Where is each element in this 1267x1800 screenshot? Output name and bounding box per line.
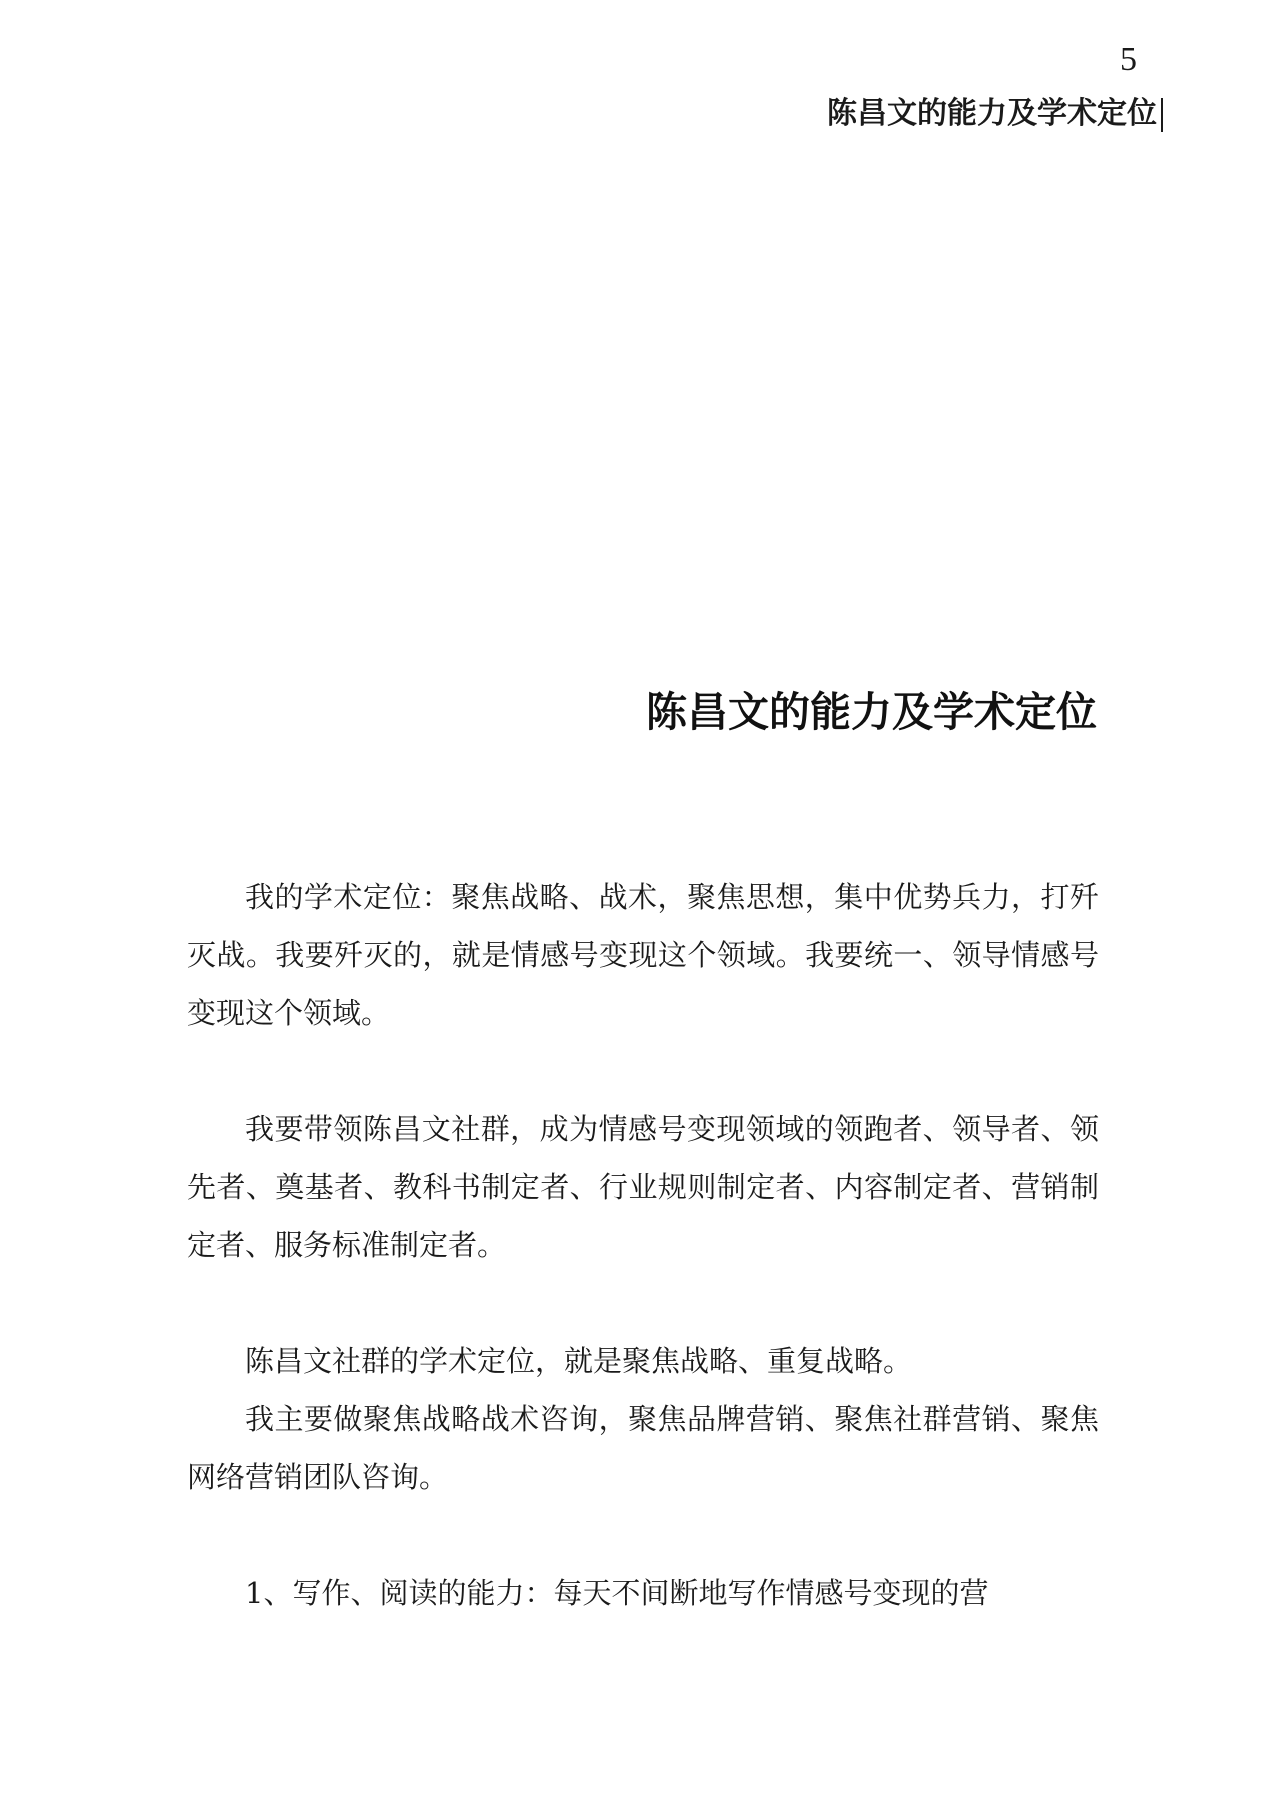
chapter-title: 陈昌文的能力及学术定位 [646,688,1097,736]
paragraph-consulting-focus: 我主要做聚焦战略战术咨询，聚焦品牌营销、聚焦社群营销、聚焦网络营销团队咨询。 [187,1402,1099,1494]
paragraph-academic-positioning: 我的学术定位：聚焦战略、战术，聚焦思想，集中优势兵力，打歼灭战。我要歼灭的，就是情感号变现这个领域。我要统一、领导情感号变现这个领域。 [187,880,1099,1030]
header-divider-bar [1161,98,1163,132]
paragraph-community-positioning: 陈昌文社群的学术定位，就是聚焦战略、重复战略。 [245,1344,913,1378]
paragraph-community-leadership: 我要带领陈昌文社群，成为情感号变现领域的领跑者、领导者、领先者、奠基者、教科书制定者、行业规则制定者、内容制定者、营销制定者、服务标准制定者。 [187,1112,1099,1262]
body-text [187,868,1099,1622]
paragraph-writing-reading-ability: 1、写作、阅读的能力：每天不间断地写作情感号变现的营 [245,1576,989,1610]
page-number: 5 [1120,41,1137,78]
running-header-title: 陈昌文的能力及学术定位 [827,96,1157,131]
